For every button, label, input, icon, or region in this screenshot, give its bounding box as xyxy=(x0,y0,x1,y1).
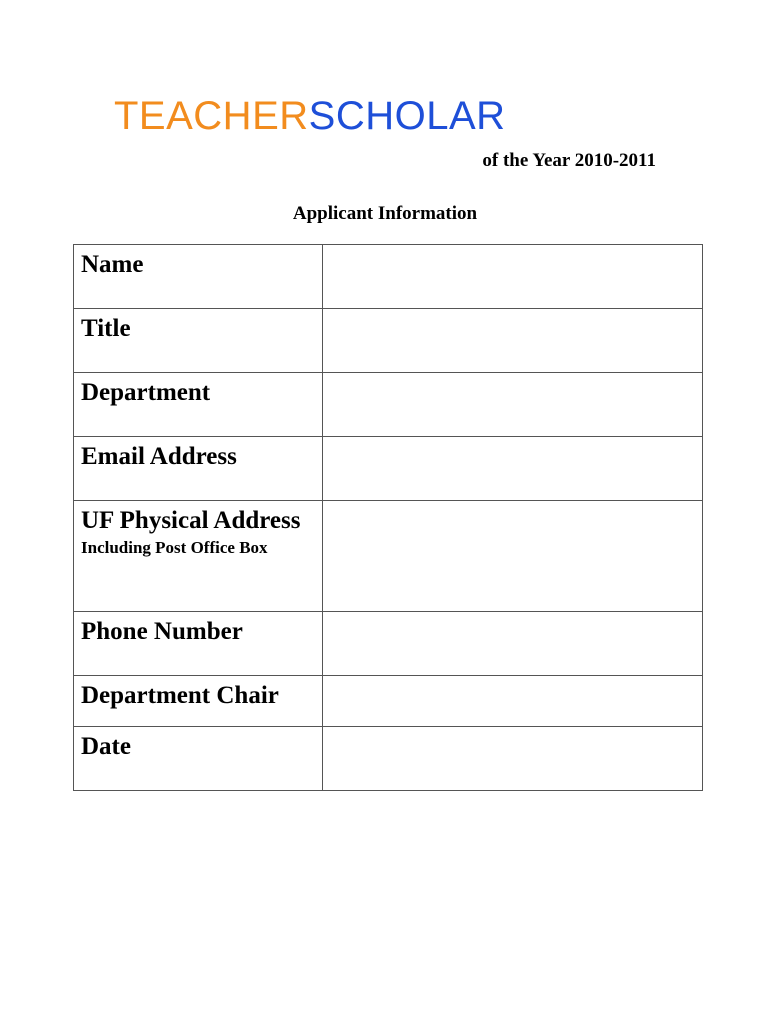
chair-label-cell xyxy=(74,676,323,727)
table-row xyxy=(74,373,703,437)
banner-scholar: SCHOLAR xyxy=(308,94,506,138)
address-note: Including Post Office Box xyxy=(81,538,268,557)
chair-field[interactable] xyxy=(323,676,703,727)
department-field[interactable] xyxy=(323,373,703,437)
banner-title xyxy=(114,96,506,136)
table-row xyxy=(74,437,703,501)
section-heading: Applicant Information xyxy=(292,203,478,224)
table-row xyxy=(74,676,703,727)
chair-label: Department Chair xyxy=(81,682,279,709)
email-label: Email Address xyxy=(81,443,237,470)
table-row xyxy=(74,309,703,373)
address-label: UF Physical Address xyxy=(81,507,301,534)
applicant-info-table xyxy=(73,244,703,791)
address-label-cell xyxy=(74,501,323,612)
email-label-cell xyxy=(74,437,323,501)
date-field[interactable] xyxy=(323,727,703,791)
date-label: Date xyxy=(81,733,131,760)
name-label-cell xyxy=(74,245,323,309)
title-label: Title xyxy=(81,315,131,342)
table-row xyxy=(74,245,703,309)
table-row xyxy=(74,501,703,612)
date-label-cell xyxy=(74,727,323,791)
banner-teacher: TEACHER xyxy=(114,94,309,138)
department-label: Department xyxy=(81,379,211,406)
name-label: Name xyxy=(81,251,144,278)
table-row xyxy=(74,612,703,676)
award-year-subtitle: of the Year 2010-2011 xyxy=(482,150,656,171)
email-field[interactable] xyxy=(323,437,703,501)
title-label-cell xyxy=(74,309,323,373)
phone-label-cell xyxy=(74,612,323,676)
phone-label: Phone Number xyxy=(81,618,243,645)
address-field[interactable] xyxy=(323,501,703,612)
name-field[interactable] xyxy=(323,245,703,309)
title-field[interactable] xyxy=(323,309,703,373)
table-row xyxy=(74,727,703,791)
phone-field[interactable] xyxy=(323,612,703,676)
department-label-cell xyxy=(74,373,323,437)
